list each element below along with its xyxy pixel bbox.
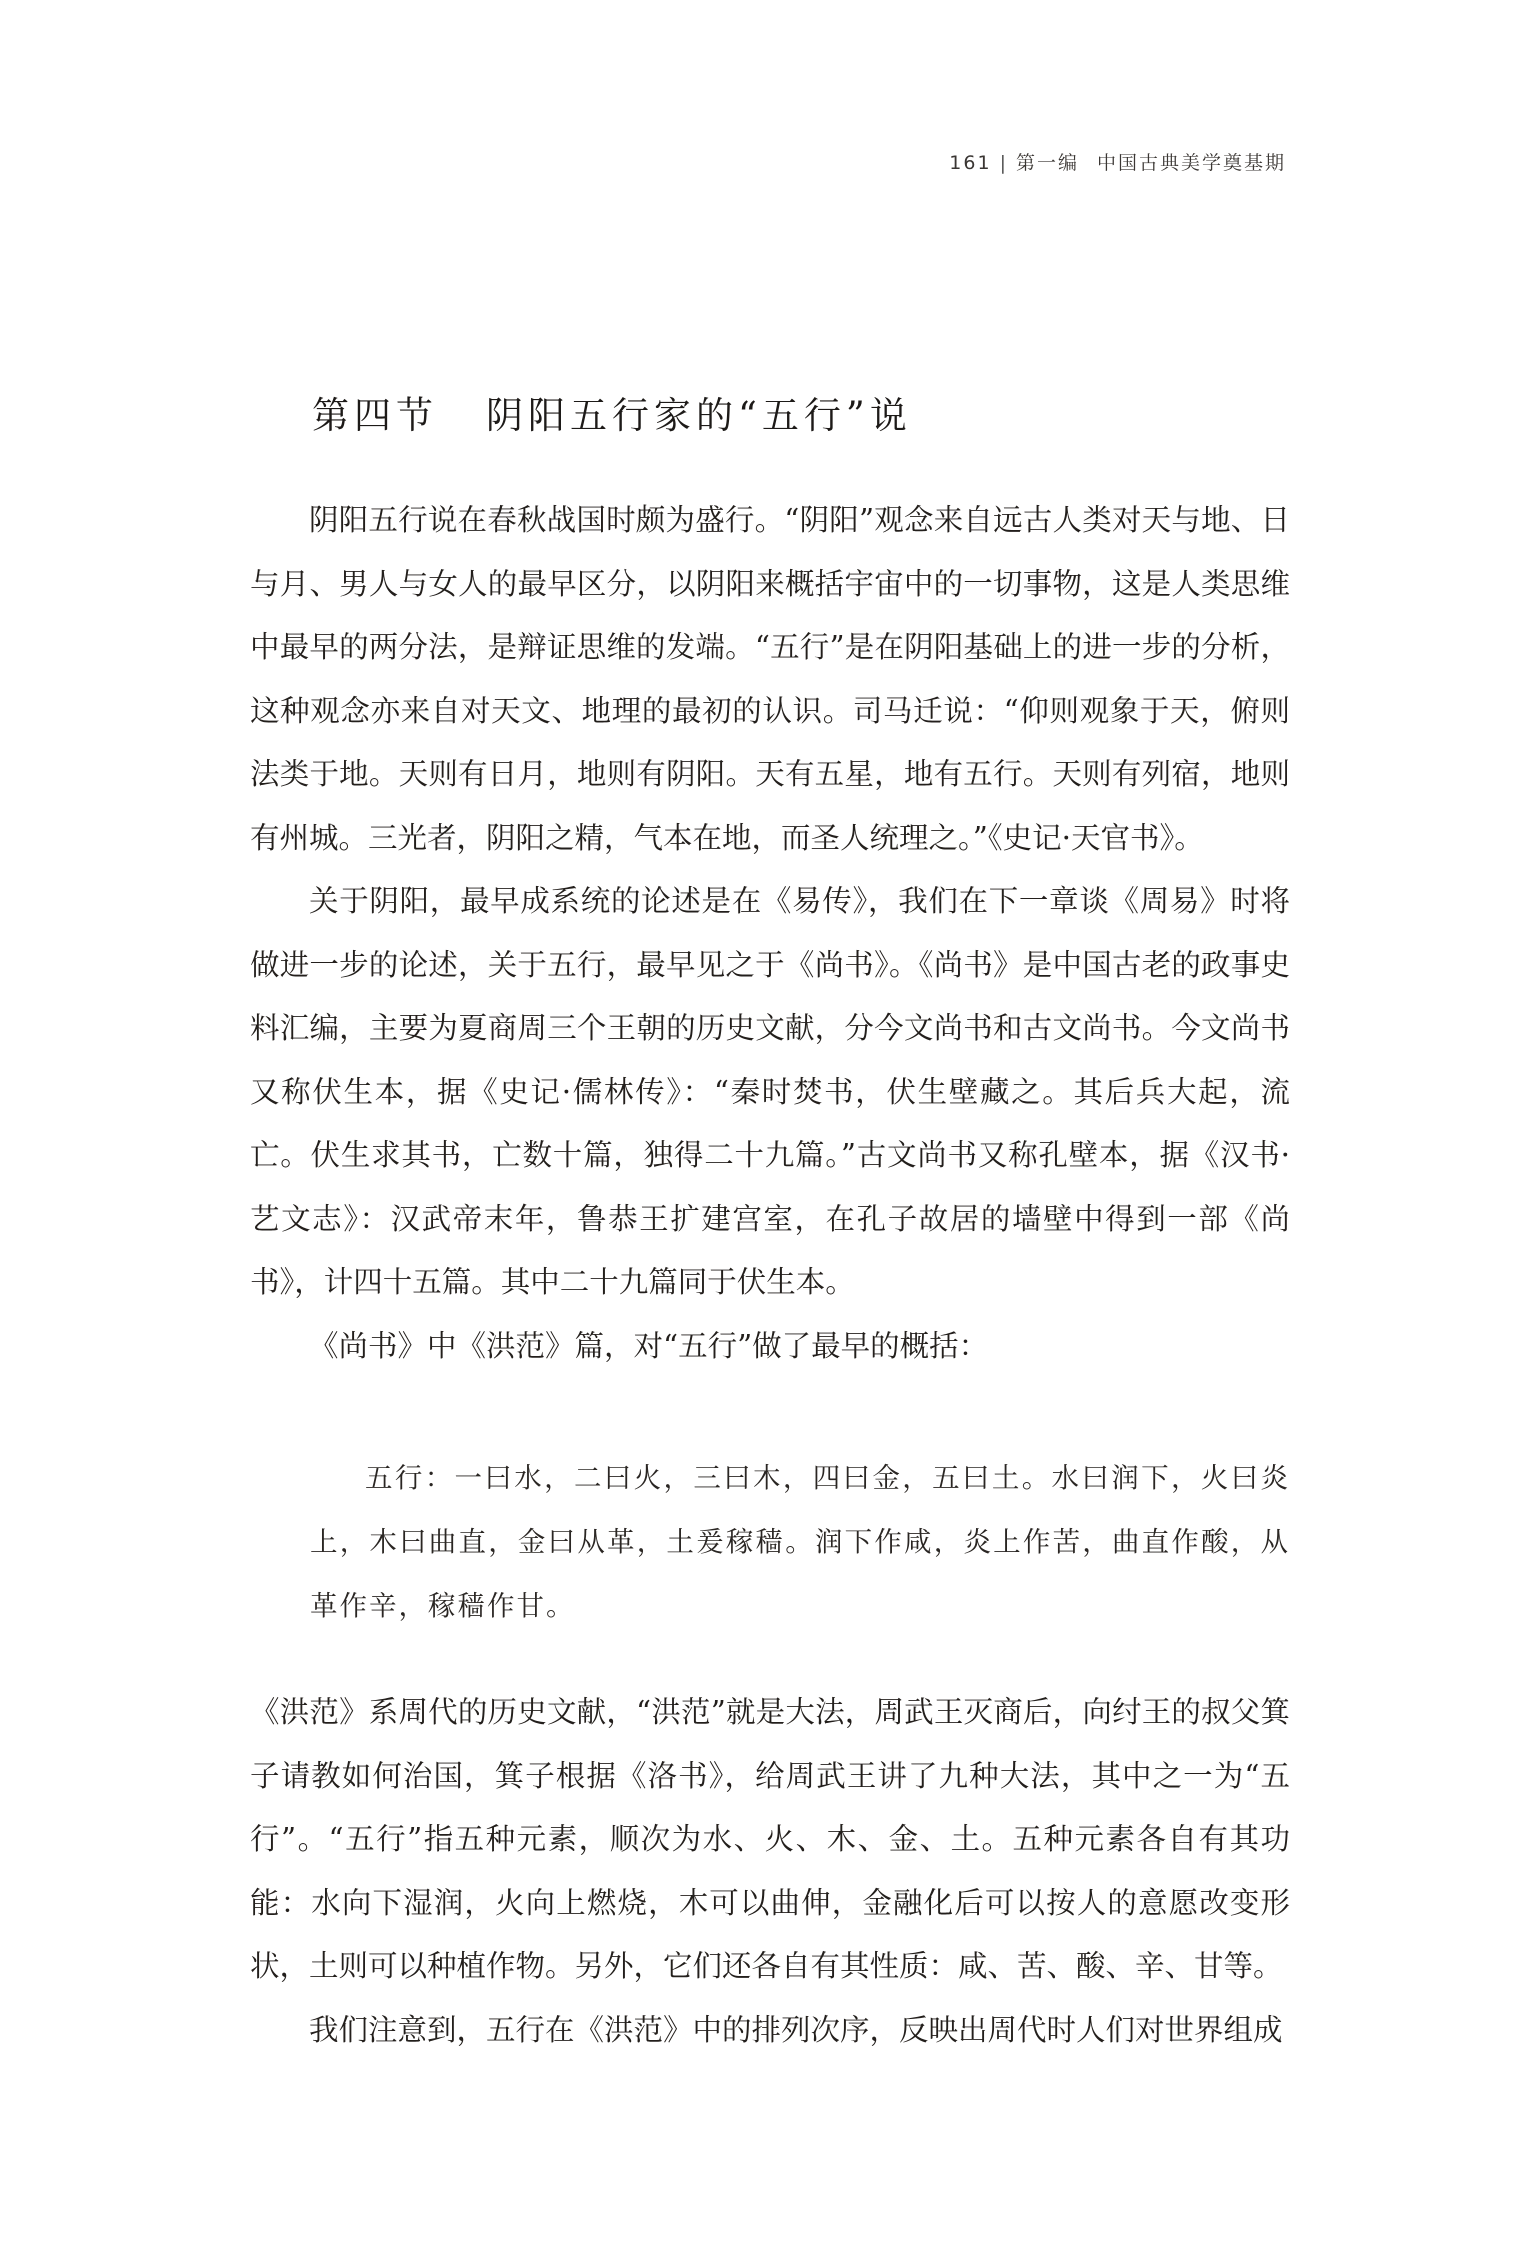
paragraph-order-note: 我们注意到，五行在《洪范》中的排列次序，反映出周代时人们对世界组成 [309,2012,1283,2047]
paragraph-intro: 阴阳五行说在春秋战国时颇为盛行。“阴阳”观念来自远古人类对天与地、日与月、男人与女人的最早区分，以阴阳来概括宇宙中的一切事物，这是人类思维中最早的两分法，是辩证思维的发端。“五行”是在阴阳基础上的进一步的分析，这种观念亦来自对天文、地理的最初的认识。司马迁说：“仰则观象于天，俯则法类于地。天则有日月，地则有阴阳。天有五星，地有五行。天则有列宿，地则有州城。三光者，阴阳之精，气本在地，而圣人统理之。”《史记·天官书》。 [250,503,1290,855]
block-quote [310,1446,1290,1638]
body-text-bottom [250,1681,1290,2062]
part-label: 第一编 [1015,152,1079,174]
body-text-top [250,489,1290,1378]
section-heading [312,385,912,439]
quote-text: 五行：一曰水，二曰火，三曰木，四曰金，五曰土。水曰润下，火曰炎上，木曰曲直，金曰从革，土爰稼穑。润下作咸，炎上作苦，曲直作酸，从革作辛，稼穑作甘。 [310,1462,1290,1622]
paragraph-hongfan-explained: 《洪范》系周代的历史文献，“洪范”就是大法，周武王灭商后，向纣王的叔父箕子请教如何治国，箕子根据《洛书》，给周武王讲了九种大法，其中之一为“五行”。“五行”指五种元素，顺次为水、火、木、金、土。五种元素各自有其功能：水向下湿润，火向上燃烧，木可以曲伸，金融化后可以按人的意愿改变形状，土则可以种植作物。另外，它们还各自有其性质：咸、苦、酸、辛、甘等。 [250,1695,1290,1983]
paragraph-shangshu: 关于阴阳，最早成系统的论述是在《易传》，我们在下一章谈《周易》时将做进一步的论述，关于五行，最早见之于《尚书》。《尚书》是中国古老的政事史料汇编，主要为夏商周三个王朝的历史文献，分今文尚书和古文尚书。今文尚书又称伏生本，据《史记·儒林传》：“秦时焚书，伏生壁藏之。其后兵大起，流亡。伏生求其书，亡数十篇，独得二十九篇。”古文尚书又称孔壁本，据《汉书·艺文志》：汉武帝末年，鲁恭王扩建宫室，在孔子故居的墙壁中得到一部《尚书》，计四十五篇。其中二十九篇同于伏生本。 [250,884,1290,1299]
page-number: 161 [949,152,992,174]
header-divider: | [999,152,1008,174]
section-title: 阴阳五行家的“五行”说 [486,394,912,437]
section-number: 第四节 [312,394,438,437]
running-header [949,148,1286,175]
part-title: 中国古典美学奠基期 [1096,152,1286,174]
paragraph-hongfan-lead: 《尚书》中《洪范》篇，对“五行”做了最早的概括： [309,1328,989,1363]
